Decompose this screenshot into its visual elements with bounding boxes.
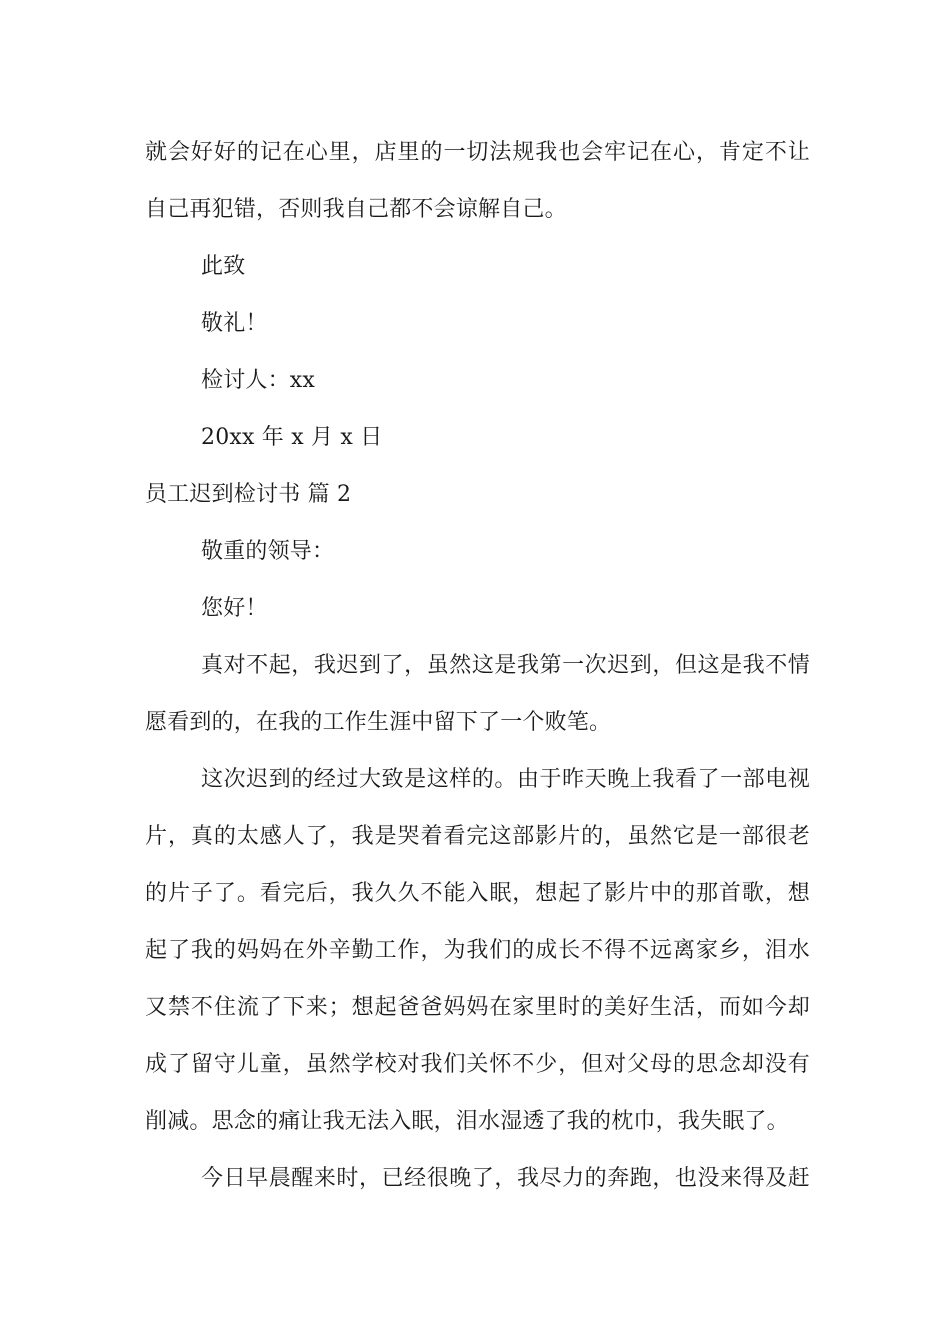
paragraph-line: 成了留守儿童，虽然学校对我们关怀不少，但对父母的思念却没有 xyxy=(145,1052,810,1077)
section-title: 员工迟到检讨书 篇 2 xyxy=(145,482,352,507)
greeting-hello: 您好！ xyxy=(201,596,268,621)
paragraph-line: 愿看到的，在我的工作生涯中留下了一个败笔。 xyxy=(145,710,612,735)
paragraph-line: 真对不起，我迟到了，虽然这是我第一次迟到，但这是我不情 xyxy=(201,653,810,678)
paragraph-line: 就会好好的记在心里，店里的一切法规我也会牢记在心，肯定不让 xyxy=(145,140,810,165)
paragraph-line: 这次迟到的经过大致是这样的。由于昨天晚上我看了一部电视 xyxy=(201,767,810,792)
paragraph-line: 削减。思念的痛让我无法入眠，泪水湿透了我的枕巾，我失眠了。 xyxy=(145,1109,789,1134)
paragraph-line: 自己再犯错，否则我自己都不会谅解自己。 xyxy=(145,197,567,222)
paragraph-line: 又禁不住流了下来；想起爸爸妈妈在家里时的美好生活，而如今却 xyxy=(145,995,810,1020)
signature-date: 20xx 年 x 月 x 日 xyxy=(201,425,383,450)
closing-salutation: 此致 xyxy=(201,254,246,279)
paragraph-line: 今日早晨醒来时，已经很晚了，我尽力的奔跑，也没来得及赶 xyxy=(201,1166,810,1191)
paragraph-line: 起了我的妈妈在外辛勤工作，为我们的成长不得不远离家乡，泪水 xyxy=(145,938,810,963)
signature-name: 检讨人：xx xyxy=(201,368,316,393)
closing-respect: 敬礼！ xyxy=(201,311,268,336)
paragraph-line: 的片子了。看完后，我久久不能入眠，想起了影片中的那首歌，想 xyxy=(145,881,810,906)
paragraph-line: 片，真的太感人了，我是哭着看完这部影片的，虽然它是一部很老 xyxy=(145,824,810,849)
greeting-recipient: 敬重的领导： xyxy=(201,539,335,564)
